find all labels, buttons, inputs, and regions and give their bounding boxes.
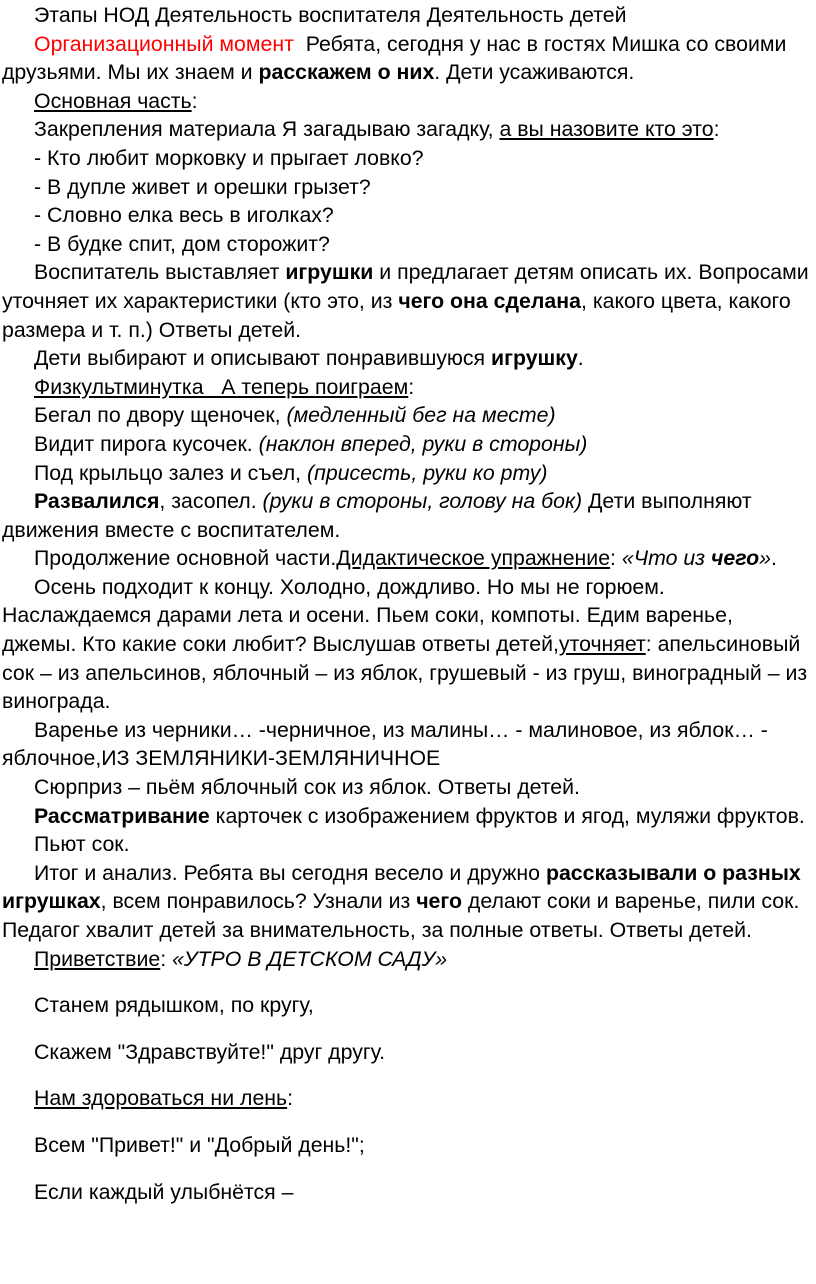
riddle-line: - В будке спит, дом сторожит? (34, 231, 330, 256)
paragraph-summary: Итог и анализ. Ребята вы сегодня весело и дружно рассказывали о разных игрушках, всем понравилось? Узнали из чего делают соки и варенье, пили сок. (2, 860, 801, 914)
paragraph-toys: Воспитатель выставляет игрушки и предлагает детям описать их. Вопросами уточняет их характеристики (кто это, из чего она сделана, какого цвета, какого размера и т. п.) Ответы детей. (2, 260, 809, 342)
poem-line: Под крыльцо залез и съел, (присесть, руки ко рту) (34, 460, 548, 485)
poem-line: Видит пирога кусочек. (наклон вперед, руки в стороны) (34, 431, 588, 456)
verse-line: Нам здороваться ни лень: (34, 1086, 294, 1111)
paragraph-org-moment: Организационный момент Ребята, сегодня у нас в гостях Мишка со своими друзьями. Мы их знаем и расскажем о них. Дети усаживаются. (2, 31, 793, 85)
table-header-line: Этапы НОД Деятельность воспитателя Деятельность детей (34, 3, 627, 27)
verse-line: Если каждый улыбнётся – (34, 1179, 294, 1204)
paragraph-riddle-intro: Закрепления материала Я загадываю загадку, а вы назовите кто это: (34, 117, 720, 142)
poem-line: Развалился, засопел. (руки в стороны, голову на бок) Дети выполняют движения вместе с воспитателем. (2, 489, 752, 542)
verse-line: Всем "Привет!" и "Добрый день!"; (34, 1132, 365, 1157)
poem-line: Бегал по двору щеночек, (медленный бег на месте) (34, 403, 556, 428)
paragraph-didactic: Продолжение основной части.Дидактическое упражнение: «Что из чего». (34, 546, 777, 571)
stage-label: Организационный момент (34, 31, 294, 56)
paragraph-jam: Варенье из черники… -черничное, из малины… - малиновое, из яблок… - яблочное,ИЗ ЗЕМЛЯНИКИ-ЗЕМЛЯНИЧНОЕ (2, 717, 768, 771)
paragraph-praise: Педагог хвалит детей за внимательность, за полные ответы. Ответы детей. (2, 918, 752, 942)
verse-line: Скажем "Здравствуйте!" друг другу. (34, 1039, 386, 1064)
paragraph-surprise: Сюрприз – пьём яблочный сок из яблок. Ответы детей. (34, 775, 580, 800)
paragraph-cards: Рассматривание карточек с изображением фруктов и ягод, муляжи фруктов. (34, 803, 805, 828)
paragraph-autumn: Осень подходит к концу. Холодно, дождливо. Но мы не горюем. Наслаждаемся дарами лета и осени. Пьем соки, компоты. Едим варенье, джемы. Кто какие соки любит? Выслушав ответы детей,уточняет: апельсиновый сок – из апельсинов, яблочный – из яблок, грушевый - из груш, виноградный – из винограда. (2, 574, 808, 714)
verse-line: Станем рядышком, по кругу, (34, 993, 314, 1018)
riddle-line: - В дупле живет и орешки грызет? (34, 174, 371, 199)
section-heading-main: Основная часть: (34, 88, 198, 113)
riddle-line: - Кто любит морковку и прыгает ловко? (34, 145, 424, 170)
riddle-line: - Словно елка весь в иголках? (34, 203, 334, 228)
paragraph-children-choose: Дети выбирают и описывают понравившуюся игрушку. (34, 346, 584, 371)
section-heading-greeting: Приветствие: «УТРО В ДЕТСКОМ САДУ» (34, 946, 448, 971)
section-heading-physical: Физкультминутка А теперь поиграем: (34, 374, 415, 399)
paragraph-drink: Пьют сок. (34, 832, 130, 857)
